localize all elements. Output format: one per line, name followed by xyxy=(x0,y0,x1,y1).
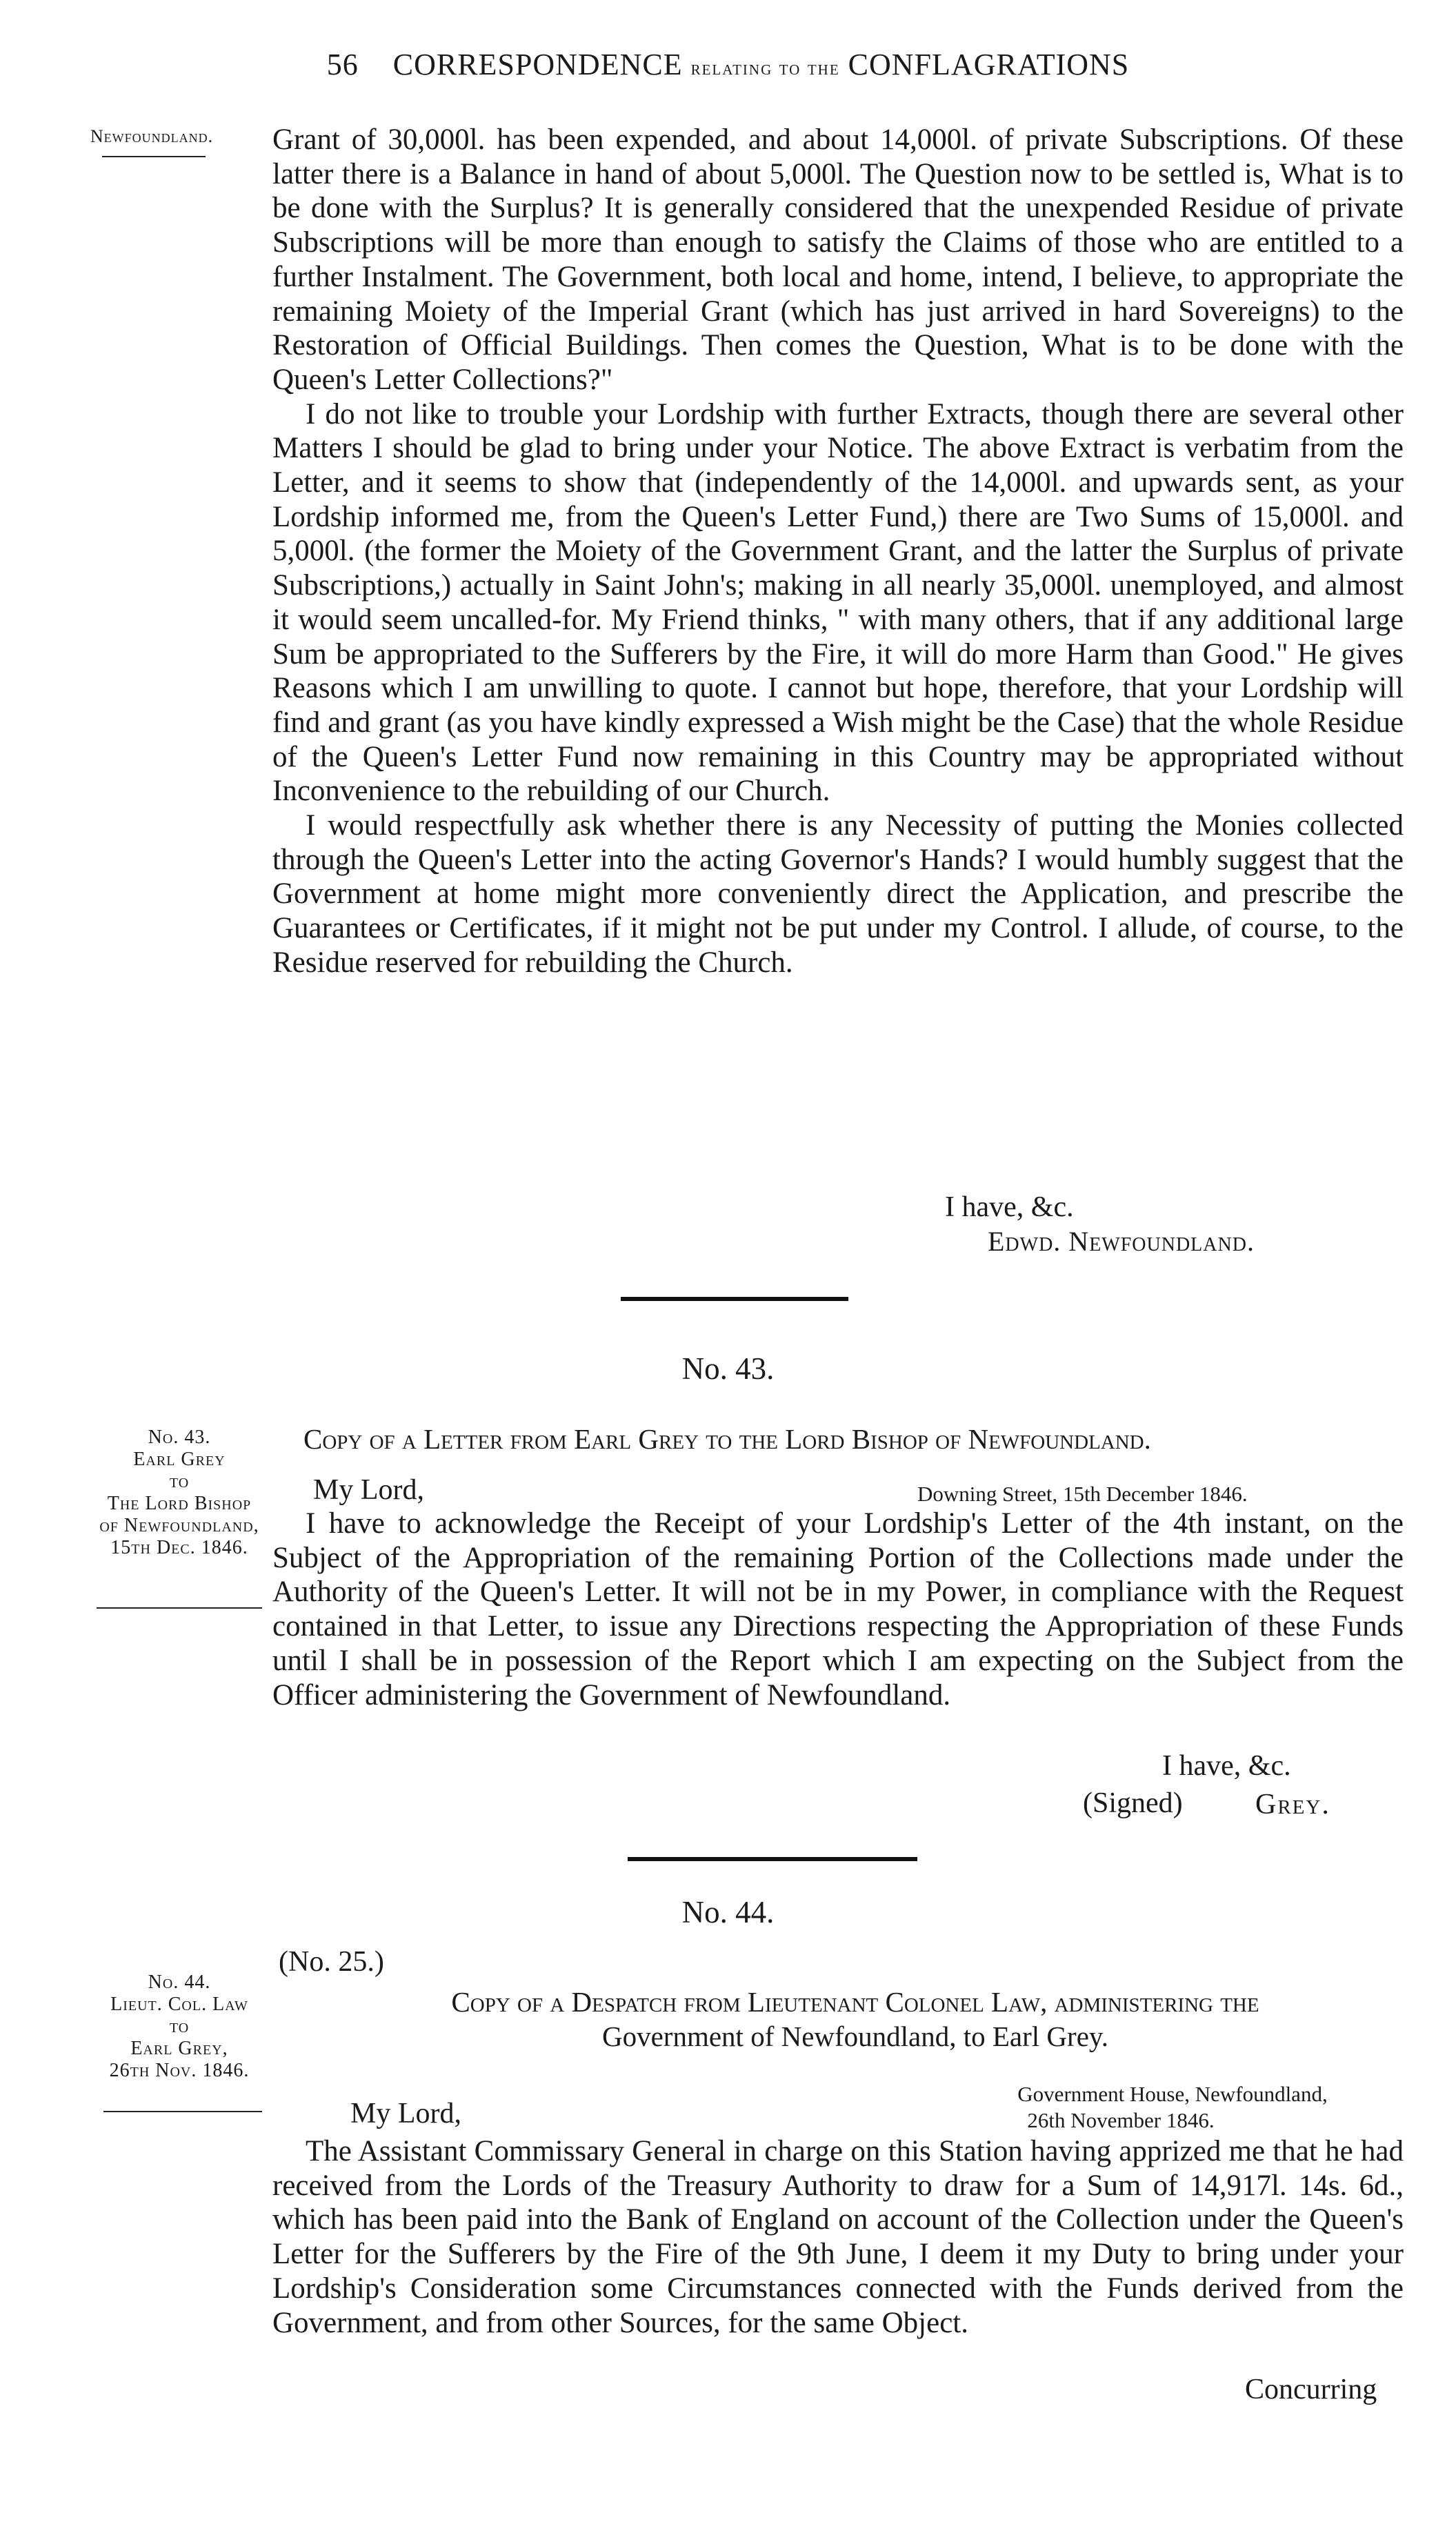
document-44-title-line-2: Government of Newfoundland, to Earl Grey. xyxy=(602,2020,1108,2052)
document-44-title-line-1: Copy of a Despatch from Lieutenant Colonel Law, administering the xyxy=(451,1986,1259,2018)
paragraph: The Assistant Commissary General in charge on this Station having apprized me that he had received from the Lords of the Treasury Authority to draw for a Sum of 14,917l. 14s. 6d., which has been paid into the Bank of England on account of the Collection under the Queen's Letter for the Sufferers by the Fire of the 9th June, I deem it my Duty to bring under your Lordship's Consideration some Circumstances connected with the Funds derived from the Government, and from other Sources, for the same Object. xyxy=(272,2135,1404,2339)
paragraph: Grant of 30,000l. has been expended, and about 14,000l. of private Subscriptions. Of these latter there is a Balance in hand of about 5,000l. The Question now to be settled is, What is to be done with the Surplus? It is generally considered that the unexpended Residue of private Subscriptions will be more than enough to satisfy the Claims of those who are entitled to a further Instalment. The Government, both local and home, intend, I believe, to appropriate the remaining Moiety of the Imperial Grant (which has just arrived in hard Sovereigns) to the Restoration of Official Buildings. Then comes the Question, What is to be done with the Queen's Letter Collections?" xyxy=(272,123,1404,396)
running-title-c: CONFLAGRATIONS xyxy=(848,48,1130,81)
margin-rule xyxy=(97,1607,262,1609)
margin-line: Earl Grey, xyxy=(130,2038,228,2059)
document-44-sub-number: (No. 25.) xyxy=(279,1946,384,1978)
margin-line: No. 43. xyxy=(148,1427,211,1448)
letter-42-closing: I have, &c. xyxy=(945,1191,1074,1223)
margin-line: Earl Grey xyxy=(133,1449,226,1470)
running-title-a: CORRESPONDENCE xyxy=(392,48,683,81)
margin-line: to xyxy=(169,1471,190,1492)
margin-rule xyxy=(103,2111,262,2112)
catchword: Concurring xyxy=(1245,2374,1377,2405)
document-43-salutation: My Lord, xyxy=(313,1474,424,1506)
section-rule xyxy=(628,1857,917,1861)
running-title-b: relating to the xyxy=(690,57,840,79)
margin-line: No. 44. xyxy=(148,1972,211,1993)
document-43-title: Copy of a Letter from Earl Grey to the Lord Bishop of Newfoundland. xyxy=(303,1423,1151,1455)
document-44-place: Government House, Newfoundland, xyxy=(1017,2082,1328,2106)
document-number-43: No. 43. xyxy=(681,1351,775,1386)
document-43-dateline: Downing Street, 15th December 1846. xyxy=(917,1482,1248,1506)
page-number: 56 xyxy=(326,48,359,81)
margin-line: The Lord Bishop xyxy=(107,1493,252,1514)
margin-note-43 xyxy=(83,1427,276,1559)
margin-note-44 xyxy=(83,1972,276,2082)
margin-line: Lieut. Col. Law xyxy=(110,1994,248,2015)
document-43-signature: Grey. xyxy=(1255,1789,1330,1820)
margin-rule xyxy=(102,156,206,157)
margin-note-newfoundland: Newfoundland. xyxy=(90,126,214,146)
margin-line: of Newfoundland, xyxy=(99,1515,259,1536)
document-44-salutation: My Lord, xyxy=(350,2098,461,2129)
paragraph: I do not like to trouble your Lordship with further Extracts, though there are several other Matters I should be glad to bring under your Notice. The above Extract is verbatim from the Letter, and it seems to show that (independently of the 14,000l. and upwards sent, as your Lordship informed me, from the Queen's Letter Fund,) there are Two Sums of 15,000l. and 5,000l. (the former the Moiety of the Government Grant, and the latter the Surplus of private Subscriptions,) actually in Saint John's; making in all nearly 35,000l. unemployed, and almost it would seem uncalled-for. My Friend thinks, " with many others, that if any additional large Sum be appropriated to the Sufferers by the Fire, it will do more Harm than Good." He gives Reasons which I am unwilling to quote. I cannot but hope, therefore, that your Lordship will find and grant (as you have kindly expressed a Wish might be the Case) that the whole Residue of the Queen's Letter Fund now remaining in this Country may be appropriated without Inconvenience to the rebuilding of our Church. xyxy=(272,397,1404,808)
margin-line: 15th Dec. 1846. xyxy=(110,1537,248,1558)
margin-line: to xyxy=(169,2016,190,2037)
running-head xyxy=(0,47,1456,82)
margin-line: 26th Nov. 1846. xyxy=(109,2060,250,2081)
document-43-closing: I have, &c. xyxy=(1162,1750,1291,1782)
paragraph: I would respectfully ask whether there is any Necessity of putting the Monies collected through the Queen's Letter into the acting Governor's Hands? I would humbly suggest that the Government at home might more conveniently direct the Application, and prescribe the Guarantees or Certificates, if it might not be put under my Control. I allude, of course, to the Residue reserved for rebuilding the Church. xyxy=(272,809,1404,979)
document-number-44: No. 44. xyxy=(681,1895,775,1929)
section-rule xyxy=(621,1297,848,1301)
letter-42-body xyxy=(272,123,1404,980)
document-44-date: 26th November 1846. xyxy=(1027,2108,1215,2132)
document-44-body xyxy=(272,2134,1404,2340)
document-43-signed: (Signed) xyxy=(1083,1787,1183,1819)
letter-42-signature: Edwd. Newfoundland. xyxy=(988,1226,1255,1257)
document-43-body xyxy=(272,1507,1404,1712)
paragraph: I have to acknowledge the Receipt of your Lordship's Letter of the 4th instant, on the Subject of the Appropriation of the remaining Portion of the Collections made under the Authority of the Queen's Letter. It will not be in my Power, in compliance with the Request contained in that Letter, to issue any Directions respecting the Appropriation of these Funds until I shall be in possession of the Report which I am expecting on the Subject from the Officer administering the Government of Newfoundland. xyxy=(272,1507,1404,1711)
